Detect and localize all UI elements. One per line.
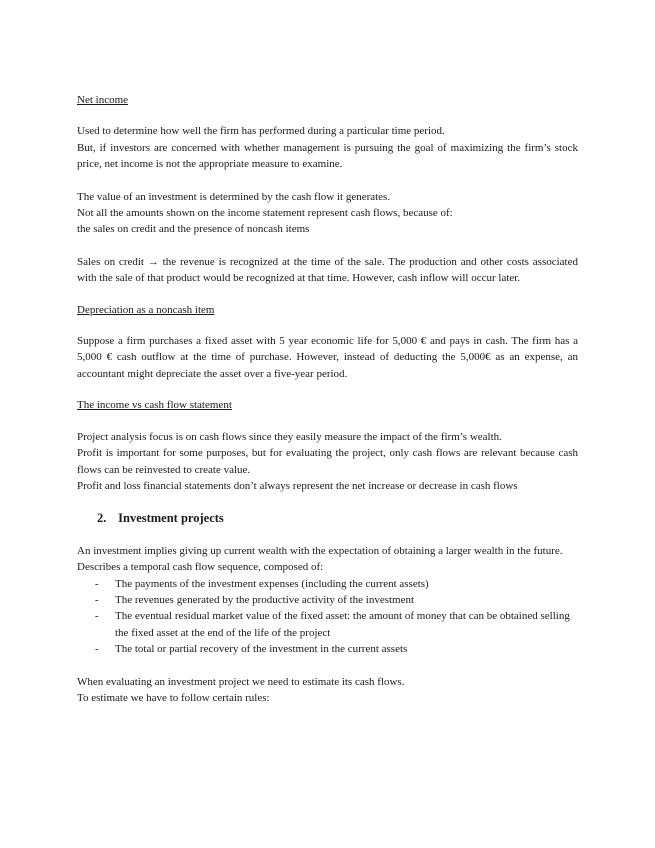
section-title-investment-projects <box>97 510 578 526</box>
text-line: Describes a temporal cash flow sequence, composed of: <box>77 561 324 574</box>
text-line: Used to determine how well the firm has performed during a particular time period. <box>77 125 445 138</box>
list-item-text: The revenues generated by the productive activity of the investment <box>115 593 415 606</box>
list-item <box>77 576 578 592</box>
text-line: Not all the amounts shown on the income statement represent cash flows, because of: <box>77 207 453 220</box>
investment-closing <box>77 674 578 707</box>
text-line: To estimate we have to follow certain rules: <box>77 691 270 704</box>
dash-bullet: - <box>95 643 99 656</box>
heading-depreciation: Depreciation as a noncash item <box>77 303 215 316</box>
net-income-paragraph-2 <box>77 189 578 238</box>
list-item-text: The payments of the investment expenses (including the current assets) <box>115 577 429 590</box>
investment-intro <box>77 543 578 576</box>
net-income-paragraph-1 <box>77 123 578 172</box>
cash-flow-components-list <box>77 576 578 658</box>
text-line: Project analysis focus is on cash flows since they easily measure the impact of the firm’s wealth. <box>77 430 502 443</box>
text-line: Profit is important for some purposes, but for evaluating the project, only cash flows are relevant because cash flows can be reinvested to create value. <box>77 447 578 476</box>
text-line: An investment implies giving up current wealth with the expectation of obtaining a larger wealth in the future. <box>77 544 563 557</box>
text-line: the sales on credit and the presence of noncash items <box>77 223 310 236</box>
list-item-text: The eventual residual market value of the fixed asset: the amount of money that can be obtained selling the fixed asset at the end of the life of the project <box>115 610 570 639</box>
list-item-text: The total or partial recovery of the investment in the current assets <box>115 643 408 656</box>
document-page <box>77 92 578 706</box>
text-line: The value of an investment is determined by the cash flow it generates. <box>77 190 391 203</box>
text-line: When evaluating an investment project we need to estimate its cash flows. <box>77 675 405 688</box>
dash-bullet: - <box>95 577 99 590</box>
list-item <box>77 641 578 657</box>
heading-net-income: Net income <box>77 94 129 106</box>
income-vs-cash-paragraph <box>77 429 578 495</box>
sales-on-credit-paragraph: Sales on credit → the revenue is recognized at the time of the sale. The production and other costs associated with the sale of that product would be recognized at that time. However, cash inflow will occur later. <box>77 255 578 285</box>
dash-bullet: - <box>95 593 99 606</box>
depreciation-paragraph: Suppose a firm purchases a fixed asset with 5 year economic life for 5,000 € and pays in cash. The firm has a 5,000 € cash outflow at the time of purchase. However, instead of deducting the 5,000€ as an expense, an accountant might depreciate the asset over a five-year period. <box>77 335 578 380</box>
section-title-text: Investment projects <box>118 511 224 526</box>
text-line: Profit and loss financial statements don’t always represent the net increase or decrease in cash flows <box>77 479 518 492</box>
dash-bullet: - <box>95 610 99 623</box>
section-number: 2. <box>97 511 107 526</box>
text-line: But, if investors are concerned with whether management is pursuing the goal of maximizing the firm’s stock price, net income is not the appropriate measure to examine. <box>77 141 578 171</box>
heading-income-vs-cash-flow: The income vs cash flow statement <box>77 399 232 412</box>
list-item <box>77 592 578 608</box>
list-item <box>77 608 578 641</box>
